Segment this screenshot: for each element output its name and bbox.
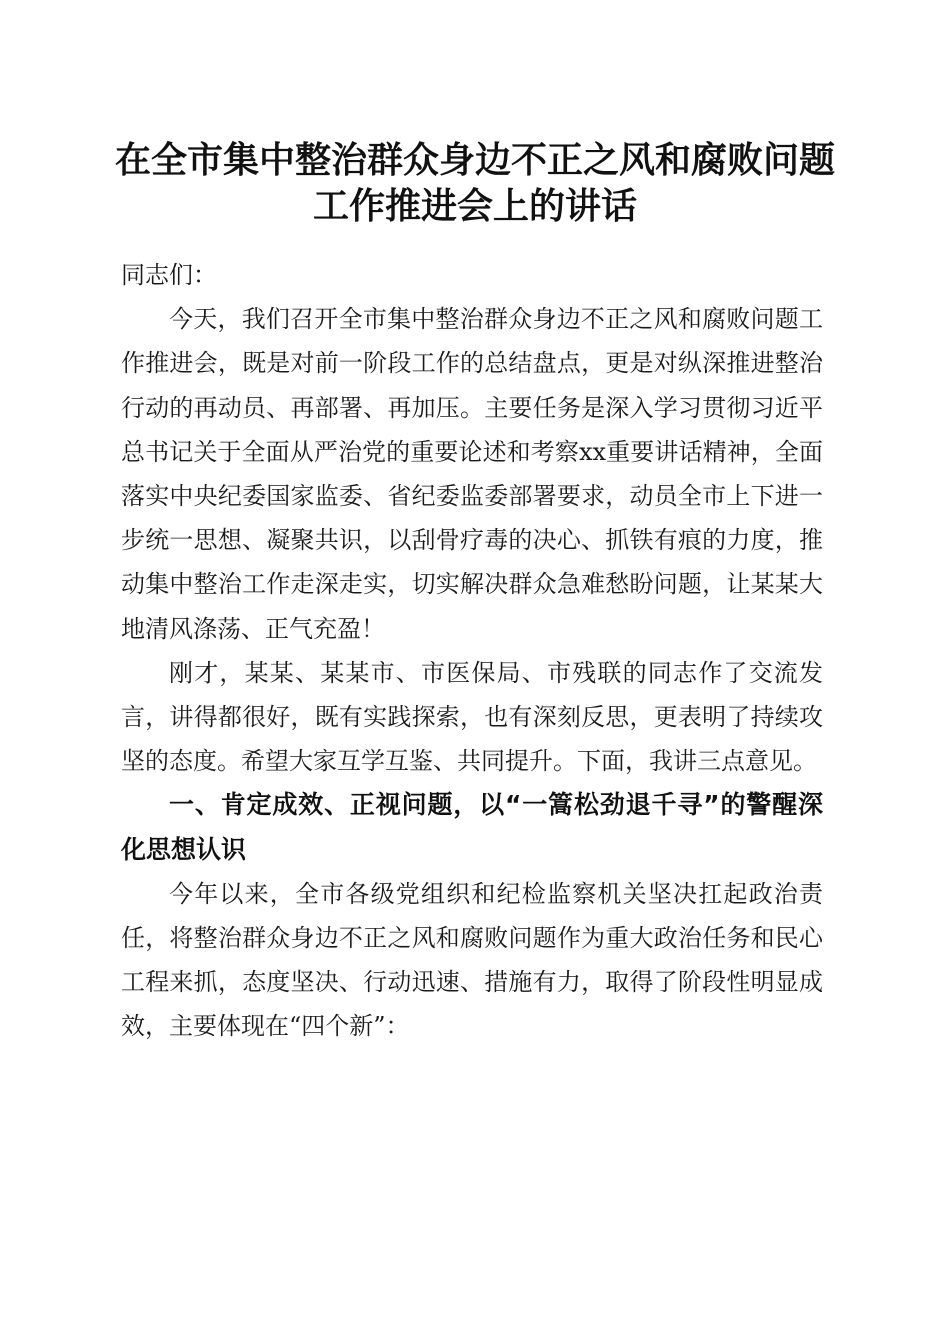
document-title-line-1: 在全市集中整治群众身边不正之风和腐败问题 — [114, 139, 835, 181]
salutation: 同志们： — [121, 261, 217, 289]
section-1-paragraph: 今年以来，全市各级党组织和纪检监察机关坚决扛起政治责任，将整治群众身边不正之风和腐败问题作为重大政治任务和民心工程来抓，态度坚决、行动迅速、措施有力，取得了阶段性明显成效，主要体现在“四个新”： — [121, 879, 823, 1041]
paragraph-intro: 今天，我们召开全市集中整治群众身边不正之风和腐败问题工作推进会，既是对前一阶段工作的总结盘点，更是对纵深推进整治行动的再动员、再部署、再加压。主要任务是深入学习贯彻习近平总书记关于全面从严治党的重要论述和考察xx重要讲话精神，全面落实中央纪委国家监委、省纪委监委部署要求，动员全市上下进一步统一思想、凝聚共识，以刮骨疗毒的决心、抓铁有痕的力度，推动集中整治工作走深走实，切实解决群众急难愁盼问题，让某某大地清风涤荡、正气充盈！ — [121, 305, 823, 643]
document-body — [121, 253, 823, 1049]
paragraph-comments: 刚才，某某、某某市、市医保局、市残联的同志作了交流发言，讲得都很好，既有实践探索，也有深刻反思，更表明了持续攻坚的态度。希望大家互学互鉴、共同提升。下面，我讲三点意见。 — [121, 658, 823, 776]
document-title-line-2: 工作推进会上的讲话 — [312, 185, 637, 227]
section-1-heading: 一、肯定成效、正视问题，以“一篙松劲退千寻”的警醒深化思想认识 — [121, 790, 823, 864]
